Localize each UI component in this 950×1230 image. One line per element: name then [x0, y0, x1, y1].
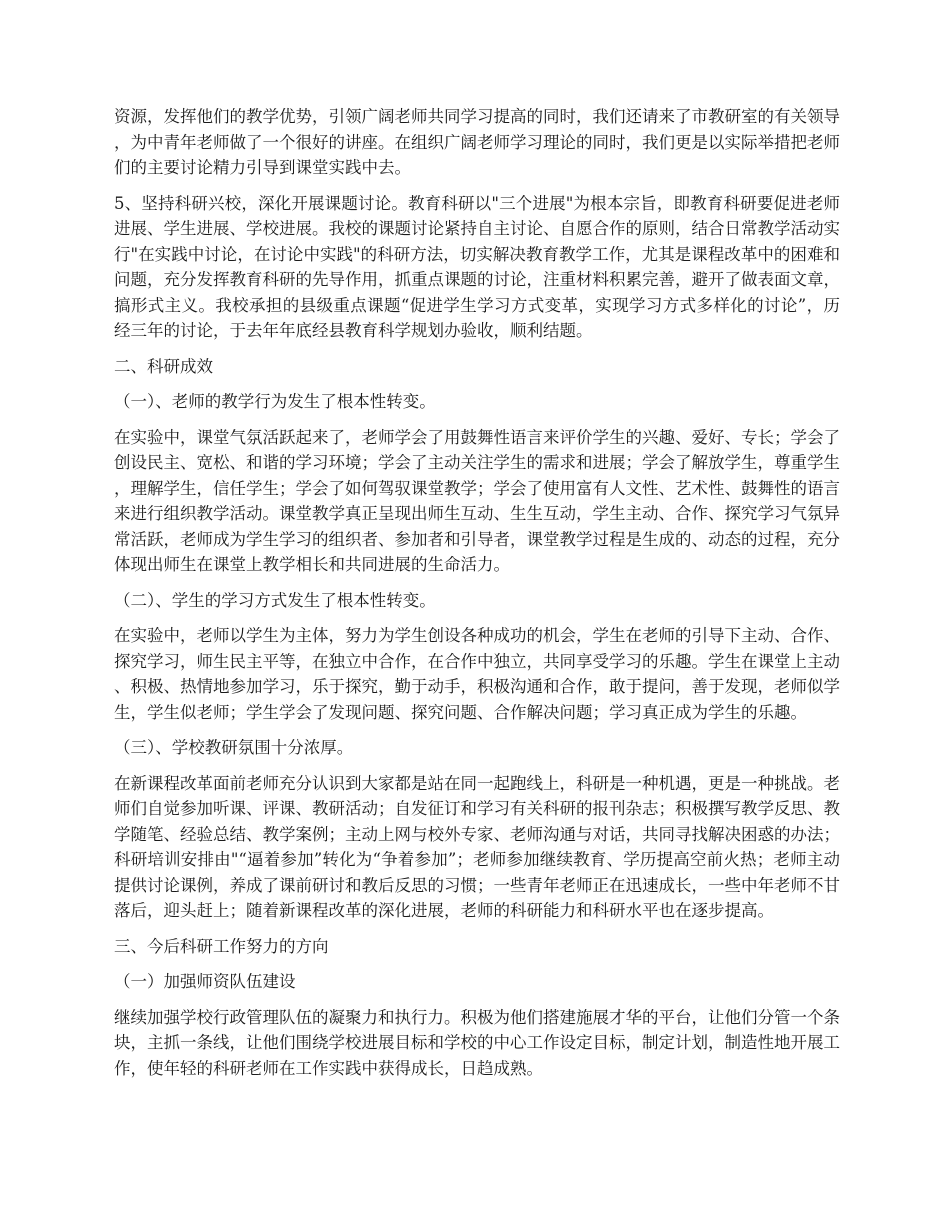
subheading-student-learning: （二）、学生的学习方式发生了根本性转变。	[114, 590, 436, 610]
subheading-research-atmosphere: （三）、学校教研氛围十分浓厚。	[114, 738, 354, 757]
paragraph-research-topics: 5、坚持科研兴校，深化开展课题讨论。教育科研以"三个进展"为根本宗旨，即教育科研要促进老师进展、学生进展、学校进展。我校的课题讨论紧持自主讨论、自愿合作的原则，结合日常教学活动实行"在实践中讨论，在讨论中实践"的科研方法，切实解决教育教学工作，尤其是课程改革中的困难和问题，充分发挥教育科研的先导作用，抓重点课题的讨论，注重材料积累完善，避开了做表面文章，搞形式主义。我校承担的县级重点课题“促进学生学习方式变革，实现学习方式多样化的讨论”，历经三年的讨论，于去年年底经县教育科学规划办验收，顺利结题。	[114, 193, 840, 340]
paragraph-faculty-building: 继续加强学校行政管理队伍的凝聚力和执行力。积极为他们搭建施展才华的平台，让他们分管一个条块，主抓一条线，让他们围绕学校进展目标和学校的中心工作设定目标，制定计划，制造性地开展工作，使年轻的科研老师在工作实践中获得成长，日趋成熟。	[114, 1007, 840, 1078]
document-body	[114, 104, 840, 1081]
paragraph-research-atmosphere: 在新课程改革面前老师充分认识到大家都是站在同一起跑线上，科研是一种机遇，更是一种挑战。老师们自觉参加听课、评课、教研活动；自发征订和学习有关科研的报刊杂志；积极撰写教学反思、教学随笔、经验总结、教学案例；主动上网与校外专家、老师沟通与对话，共同寻找解决困惑的办法；科研培训安排由"“逼着参加”转化为“争着参加”；老师参加继续教育、学历提高空前火热；老师主动提供讨论课例，养成了课前研讨和教后反思的习惯；一些青年老师正在迅速成长，一些中年老师不甘落后，迎头赶上；随着新课程改革的深化进展，老师的科研能力和科研水平也在逐步提高。	[114, 773, 840, 920]
section-heading-future-direction: 三、今后科研工作努力的方向	[114, 936, 329, 956]
subheading-teacher-behavior: （一）、老师的教学行为发生了根本性转变。	[114, 392, 436, 411]
paragraph-teacher-training: 资源，发挥他们的教学优势，引领广阔老师共同学习提高的同时，我们还请来了市教研室的有关领导，为中青年老师做了一个很好的讲座。在组织广阔老师学习理论的同时，我们更是以实际举措把老师们的主要讨论精力引导到课堂实践中去。	[114, 107, 840, 177]
paragraph-student-learning: 在实验中，老师以学生为主体，努力为学生创设各种成功的机会，学生在老师的引导下主动、合作、探究学习，师生民主平等，在独立中合作，在合作中独立，共同享受学习的乐趣。学生在课堂上主动、积极、热情地参加学习，乐于探究，勤于动手，积极沟通和合作，敢于提问，善于发现，老师似学生，学生似老师；学生学会了发现问题、探究问题、合作解决问题；学习真正成为学生的乐趣。	[114, 626, 840, 722]
section-heading-research-results: 二、科研成效	[114, 356, 213, 376]
subheading-faculty-building: （一）加强师资队伍建设	[114, 972, 296, 991]
paragraph-teacher-behavior: 在实验中，课堂气氛活跃起来了，老师学会了用鼓舞性语言来评价学生的兴趣、爱好、专长；学会了创设民主、宽松、和谐的学习环境；学会了主动关注学生的需求和进展；学会了解放学生，尊重学生，理解学生，信任学生；学会了如何驾驭课堂教学；学会了使用富有人文性、艺术性、鼓舞性的语言来进行组织教学活动。课堂教学真正呈现出师生互动、生生互动，学生主动、合作、探究学习气氛异常活跃，老师成为学生学习的组织者、参加者和引导者，课堂教学过程是生成的、动态的过程，充分体现出师生在课堂上教学相长和共同进展的生命活力。	[114, 427, 840, 574]
